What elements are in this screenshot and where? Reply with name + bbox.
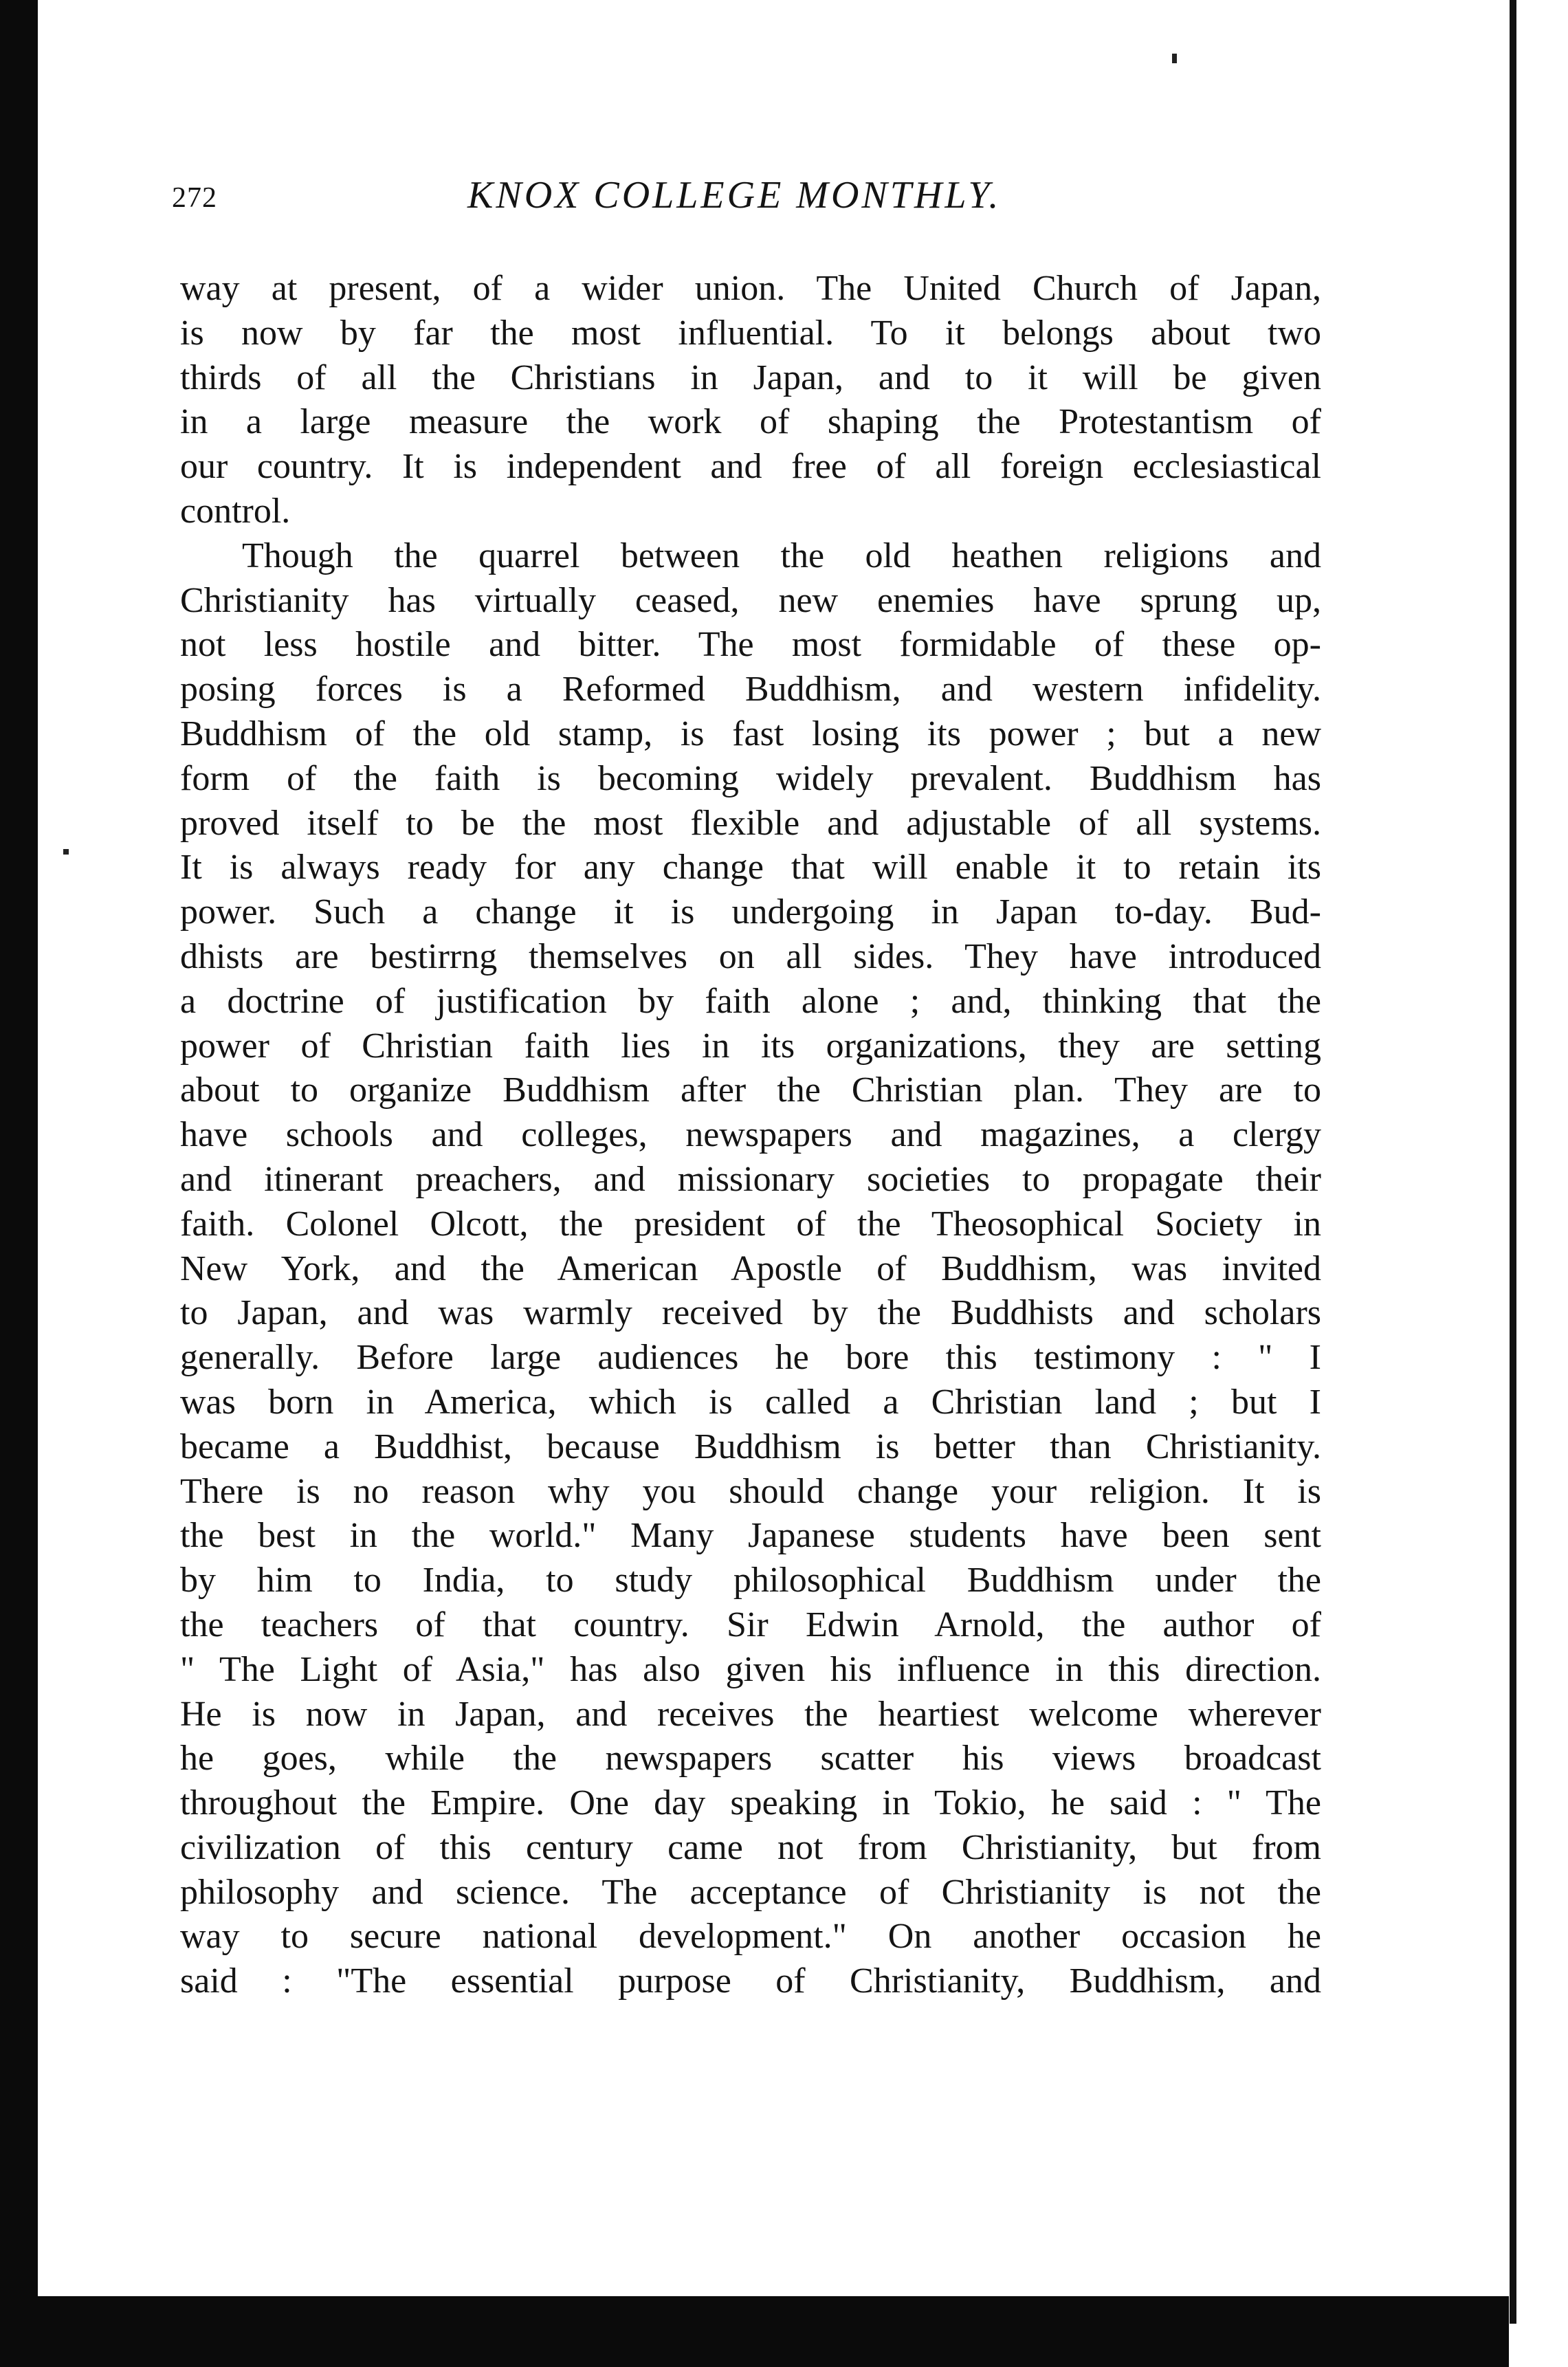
text-line: power. Such a change it is undergoing in Japan to-day. Bud- <box>180 892 1321 932</box>
text-line: It is always ready for any change that will enable it to retain its <box>180 848 1321 888</box>
text-line: form of the faith is becoming widely prevalent. Buddhism has <box>180 758 1321 798</box>
text-line: not less hostile and bitter. The most formidable of these op- <box>180 625 1321 665</box>
text-line: the teachers of that country. Sir Edwin Arnold, the author of <box>180 1605 1321 1644</box>
article-body <box>180 267 1321 2004</box>
text-line: New York, and the American Apostle of Buddhism, was invited <box>180 1248 1321 1288</box>
text-line: civilization of this century came not from Christianity, but from <box>180 1827 1321 1867</box>
text-line: to Japan, and was warmly received by the Buddhists and scholars <box>180 1293 1321 1333</box>
text-line: posing forces is a Reformed Buddhism, and western infidelity. <box>180 670 1321 709</box>
text-line: is now by far the most influential. To it belongs about two <box>180 313 1321 353</box>
text-line: There is no reason why you should change your religion. It is <box>180 1471 1321 1511</box>
scan-speck <box>63 849 69 855</box>
text-line: in a large measure the work of shaping the Protestantism of <box>180 402 1321 442</box>
text-line: the best in the world." Many Japanese students have been sent <box>180 1516 1321 1556</box>
text-line: became a Buddhist, because Buddhism is better than Christianity. <box>180 1427 1321 1466</box>
text-line: Buddhism of the old stamp, is fast losing its power ; but a new <box>180 714 1321 753</box>
text-line: proved itself to be the most flexible and adjustable of all systems. <box>180 803 1321 843</box>
page-number: 272 <box>172 182 217 214</box>
text-line: was born in America, which is called a Christian land ; but I <box>180 1382 1321 1422</box>
text-line: said : "The essential purpose of Christianity, Buddhism, and <box>180 1961 1321 2001</box>
text-line: about to organize Buddhism after the Christian plan. They are to <box>180 1070 1321 1110</box>
text-line: way at present, of a wider union. The United Church of Japan, <box>180 269 1321 308</box>
text-line: dhists are bestirrng themselves on all sides. They have introduced <box>180 936 1321 976</box>
text-line: faith. Colonel Olcott, the president of the Theosophical Society in <box>180 1204 1321 1244</box>
scan-bottom-edge <box>38 2296 1509 2367</box>
text-line: Christianity has virtually ceased, new enemies have sprung up, <box>180 580 1321 620</box>
text-line: he goes, while the newspapers scatter his views broadcast <box>180 1739 1321 1779</box>
text-line: power of Christian faith lies in its organizations, they are setting <box>180 1026 1321 1066</box>
scan-right-edge <box>1510 0 1516 2324</box>
text-line: philosophy and science. The acceptance of Christianity is not the <box>180 1872 1321 1912</box>
text-line: He is now in Japan, and receives the heartiest welcome wherever <box>180 1694 1321 1734</box>
text-line: a doctrine of justification by faith alone ; and, thinking that the <box>180 981 1321 1021</box>
text-line: " The Light of Asia," has also given his influence in this direction. <box>180 1649 1321 1689</box>
text-line: throughout the Empire. One day speaking in Tokio, he said : " The <box>180 1783 1321 1823</box>
text-line: have schools and colleges, newspapers and magazines, a clergy <box>180 1115 1321 1155</box>
text-line: our country. It is independent and free of all foreign ecclesiastical <box>180 447 1321 487</box>
text-line: and itinerant preachers, and missionary societies to propagate their <box>180 1159 1321 1199</box>
text-line: control. <box>180 491 291 531</box>
text-line: by him to India, to study philosophical Buddhism under the <box>180 1561 1321 1600</box>
text-line: generally. Before large audiences he bore this testimony : " I <box>180 1338 1321 1378</box>
text-line: Though the quarrel between the old heathen religions and <box>242 536 1321 575</box>
journal-title: KNOX COLLEGE MONTHLY. <box>467 174 1002 217</box>
running-head <box>172 173 1320 228</box>
text-line: way to secure national development." On another occasion he <box>180 1917 1321 1957</box>
scan-binding-edge <box>0 0 38 2367</box>
text-line: thirds of all the Christians in Japan, and to it will be given <box>180 357 1321 397</box>
scan-speck <box>1172 54 1177 63</box>
